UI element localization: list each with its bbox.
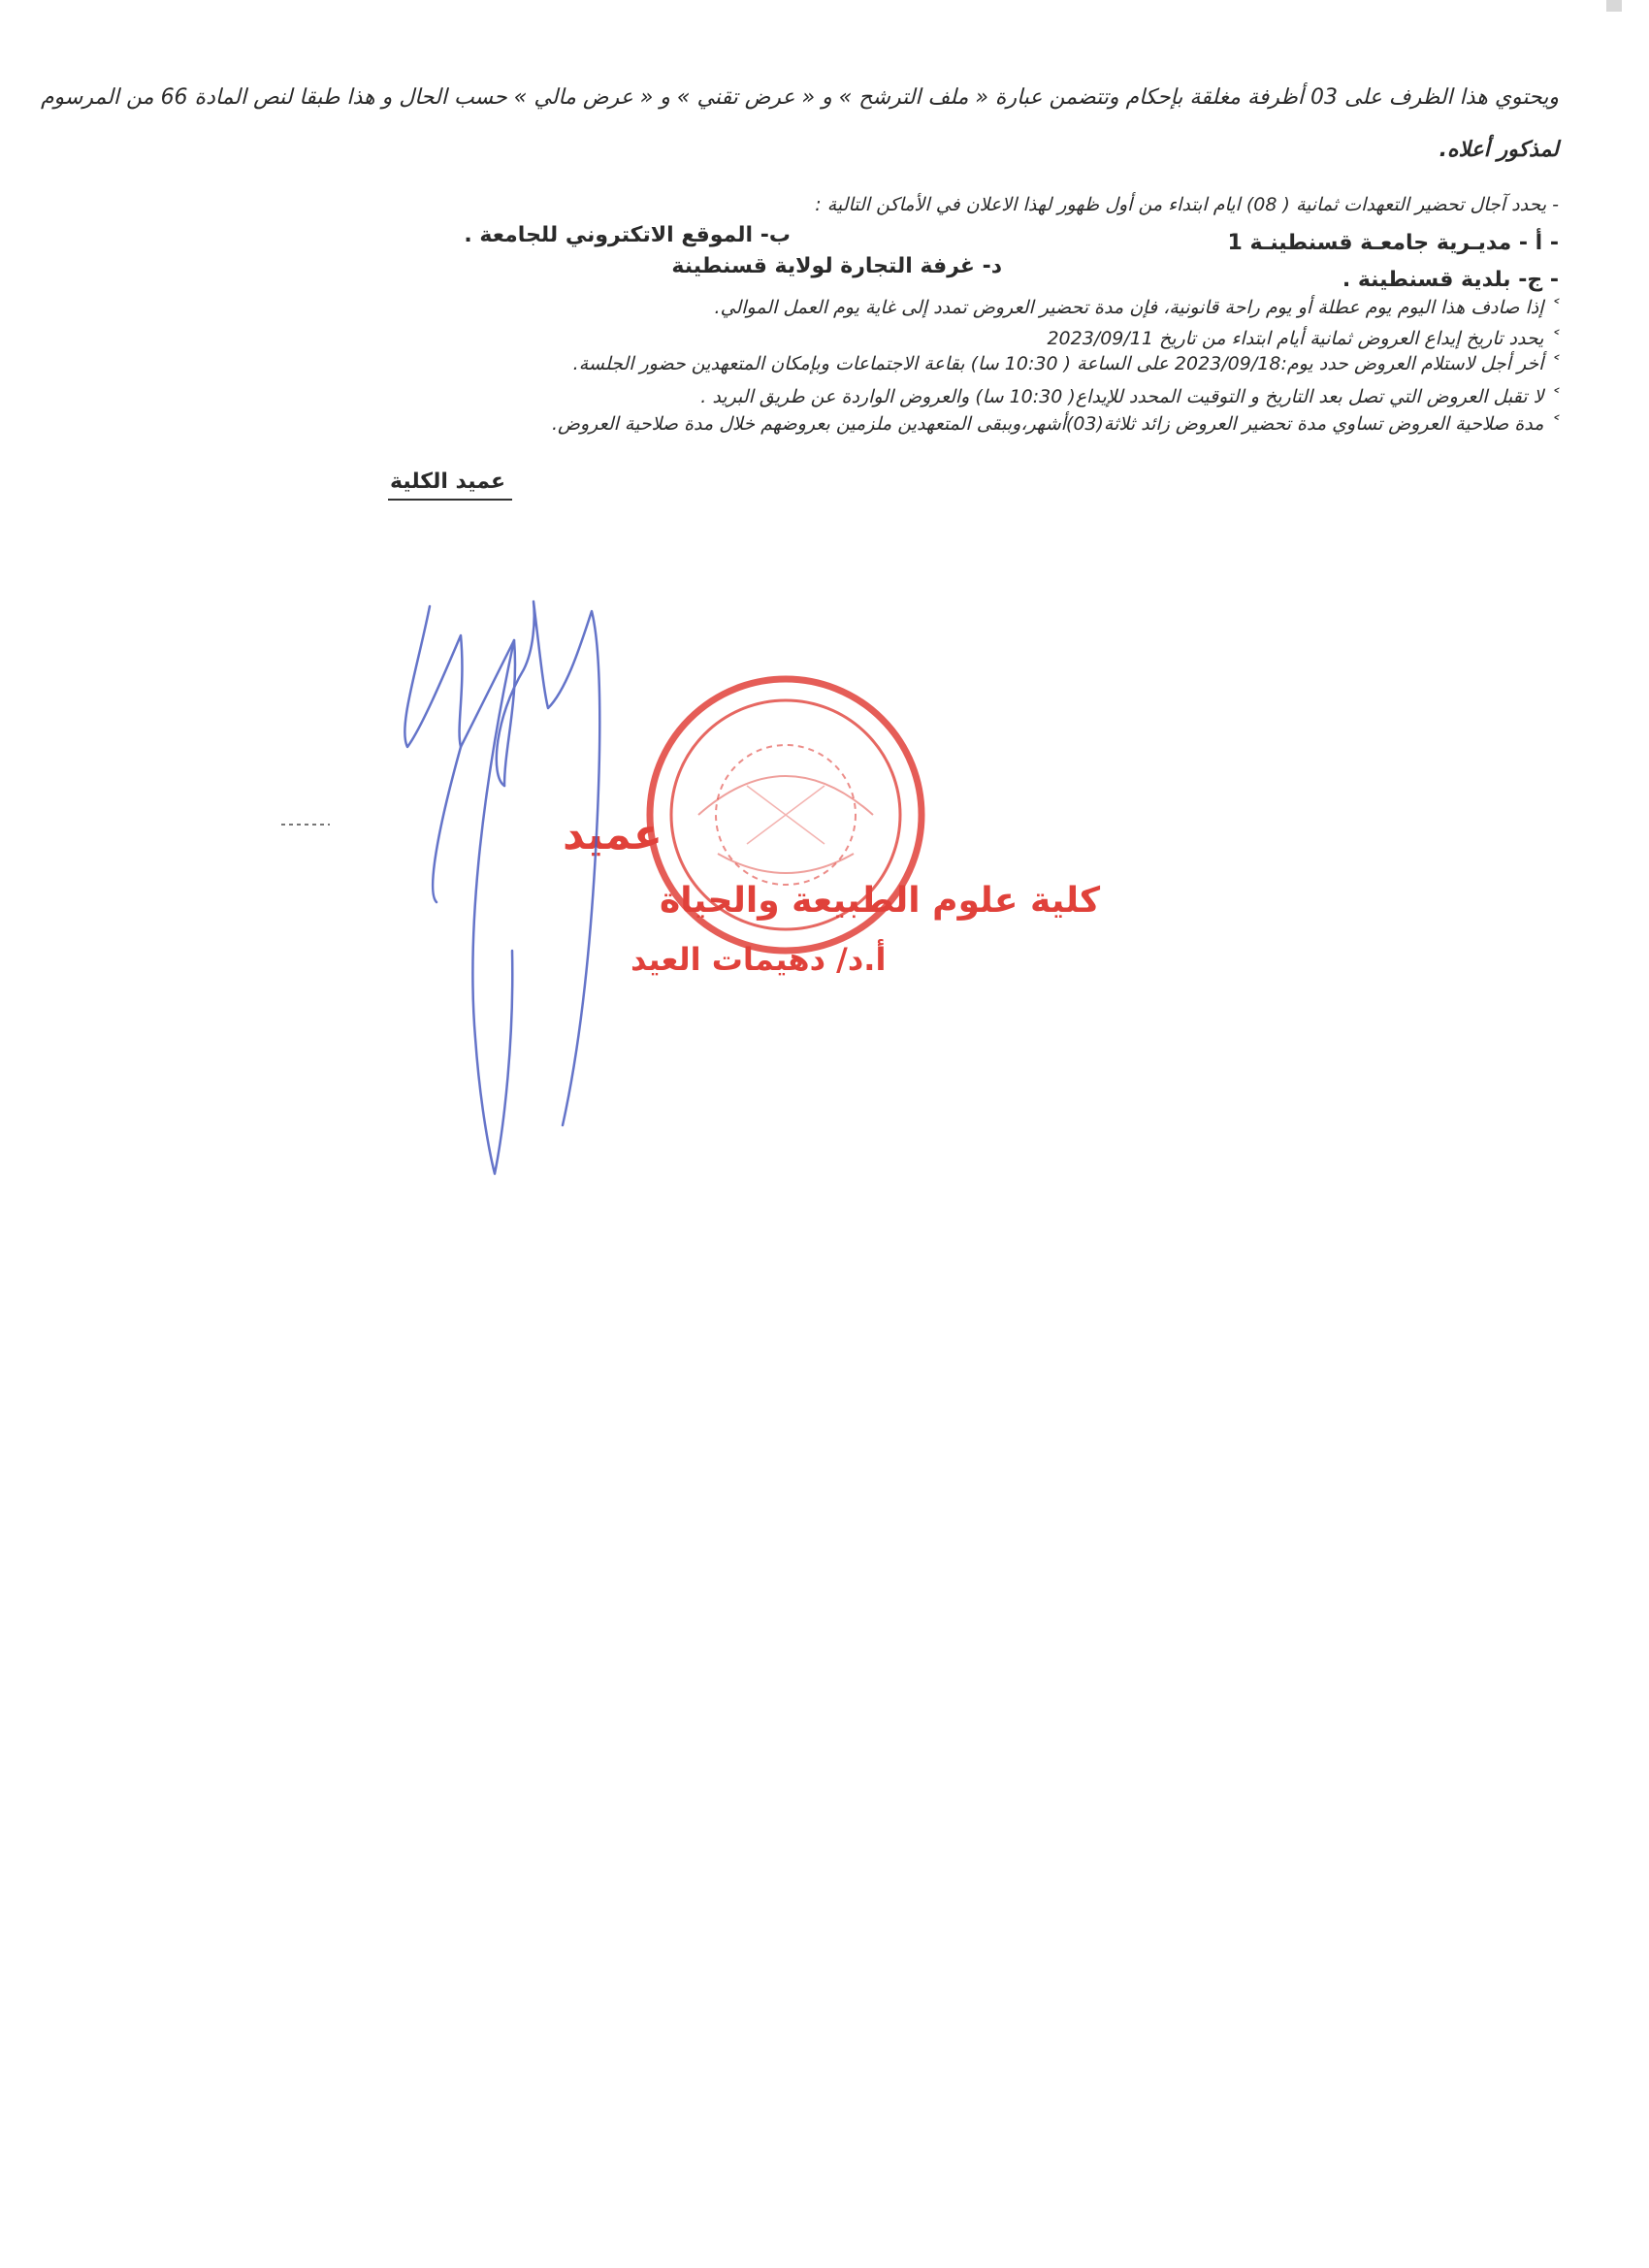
signature-title-underline: [388, 499, 512, 501]
intro-line-2: لمذكور أعلاه.: [1439, 138, 1559, 162]
bullet-late-offers: ˂ لا تقبل العروض التي تصل بعد التاريخ و التوقيت المحدد للإيداع( 10:30 سا) والعروض الواردة عن طريق البريد .: [700, 386, 1559, 407]
place-d: د- غرفة التجارة لولاية قسنطينة: [671, 254, 1002, 278]
signature-title: عميد الكلية: [390, 470, 506, 494]
place-a: - أ - مديـرية جامعـة قسنطينـة 1: [1227, 231, 1559, 255]
bullet-deposit-date: ˂ يحدد تاريخ إيداع العروض ثمانية أيام ابتداء من تاريخ 2023/09/11: [1047, 328, 1559, 349]
stamp-line-1: عميد: [563, 810, 663, 859]
bullet-reception-deadline: ˂ أخر أجل لاستلام العروض حدد يوم:2023/09/18 على الساعة ( 10:30 سا) بقاعة الاجتماعات وبإمكان المتعهدين حضور الجلسة.: [572, 353, 1559, 374]
bullet-holiday: ˂ إذا صادف هذا اليوم يوم عطلة أو يوم راحة قانونية، فإن مدة تحضير العروض تمدد إلى غاية يوم العمل الموالي.: [714, 297, 1559, 318]
stamp-line-2: كلية علوم الطبيعة والحياة: [660, 881, 1101, 921]
place-b: ب- الموقع الاتكتروني للجامعة .: [464, 223, 791, 247]
place-c: - ج- بلدية قسنطينة .: [1342, 268, 1559, 292]
deadline-line: - يحدد آجال تحضير التعهدات ثمانية ( 08) ايام ابتداء من أول ظهور لهذا الاعلان في الأماكن التالية :: [815, 194, 1559, 215]
intro-line-1: ويحتوي هذا الظرف على 03 أظرفة مغلقة بإحكام وتتضمن عبارة « ملف الترشح » و « عرض تقني » و « عرض مالي » حسب الحال و هذا طبقا لنص المادة 66 من المرسوم: [40, 85, 1559, 110]
stamp-line-3: أ.د/ دهيمات العيد: [630, 941, 887, 978]
bullet-validity: ˂ مدة صلاحية العروض تساوي مدة تحضير العروض زائد ثلاثة(03)أشهر،وببقى المتعهدين ملزمين بعروضهم خلال مدة صلاحية العروض.: [551, 413, 1559, 435]
handwritten-signature: [369, 582, 718, 1203]
scan-edge-mark: [1606, 0, 1622, 12]
